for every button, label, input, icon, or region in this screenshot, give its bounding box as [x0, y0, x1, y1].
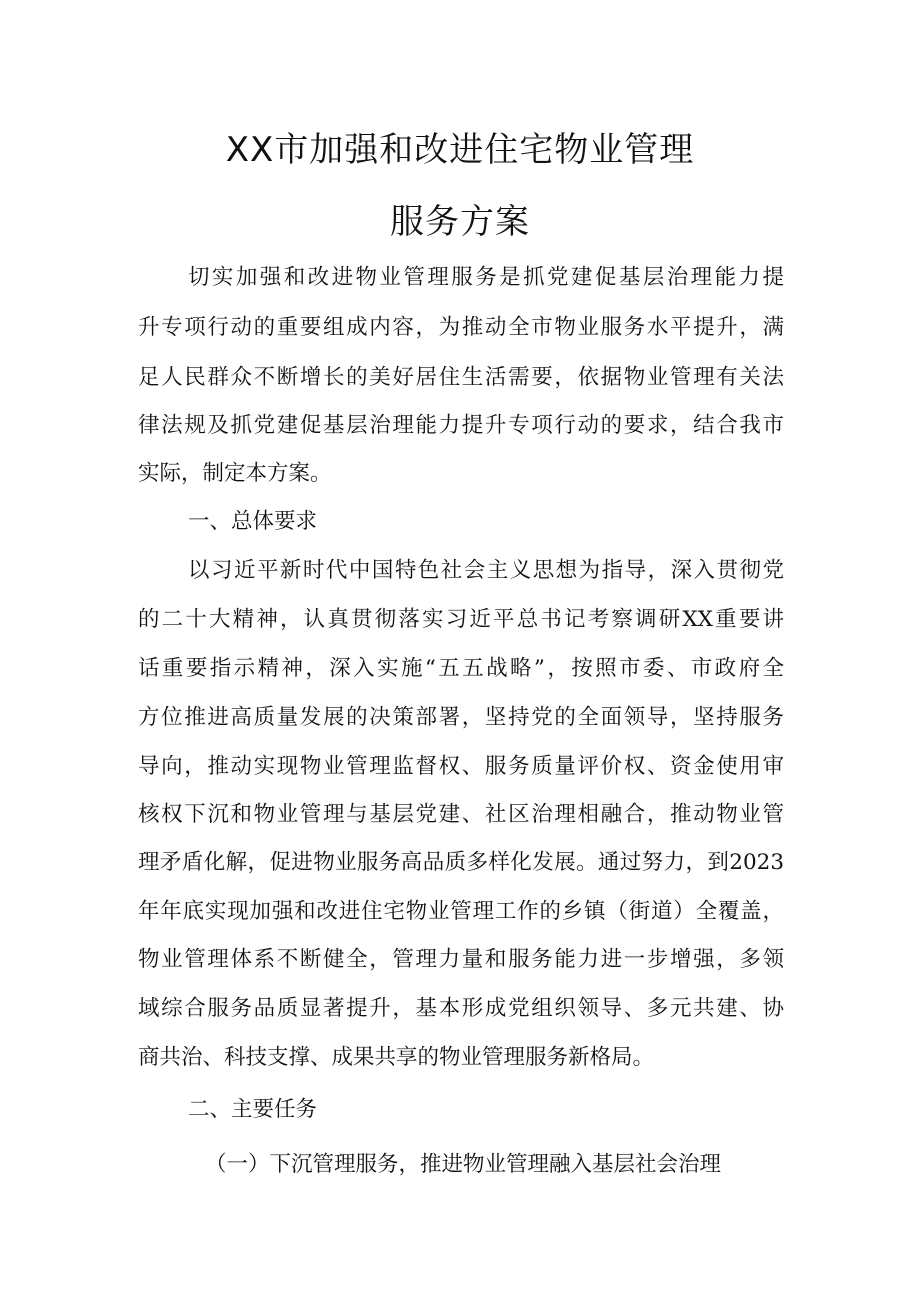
intro-line-2: 升专项行动的重要组成内容，为推动全市物业服务水平提升，满 — [138, 315, 784, 340]
section1-line-10: 域综合服务品质显著提升，基本形成党组织领导、多元共建、协 — [138, 996, 784, 1021]
intro-line-4: 律法规及抓党建促基层治理能力提升专项行动的要求，结合我市 — [138, 413, 784, 438]
section1-line-2: 的二十大精神，认真贯彻落实习近平总书记考察调研XX重要讲 — [138, 607, 784, 632]
intro-line-5: 实际，制定本方案。 — [138, 461, 332, 486]
section-heading-general-requirements: 一、总体要求 — [188, 509, 318, 534]
section1-line-9: 物业管理体系不断健全，管理力量和服务能力进一步增强，多领 — [138, 947, 784, 972]
section1-line-5: 导向，推动实现物业管理监督权、服务质量评价权、资金使用审 — [138, 754, 784, 779]
document-title-line-1: XX市加强和改进住宅物业管理 — [225, 130, 695, 170]
intro-line-1: 切实加强和改进物业管理服务是抓党建促基层治理能力提 — [188, 265, 784, 290]
section1-line-3: 话重要指示精神，深入实施“五五战略”，按照市委、市政府全 — [138, 656, 784, 681]
intro-line-3: 足人民群众不断增长的美好居住生活需要，依据物业管理有关法 — [138, 365, 784, 390]
section1-line-1: 以习近平新时代中国特色社会主义思想为指导，深入贯彻党 — [188, 558, 784, 583]
subsection-heading-1: （一）下沉管理服务，推进物业管理融入基层社会治理 — [205, 1152, 722, 1177]
section1-line-8: 年年底实现加强和改进住宅物业管理工作的乡镇（街道）全覆盖， — [138, 899, 784, 924]
section1-line-6: 核权下沉和物业管理与基层党建、社区治理相融合，推动物业管 — [138, 802, 784, 827]
section-heading-main-tasks: 二、主要任务 — [188, 1097, 318, 1122]
document-title-line-2: 服务方案 — [390, 202, 530, 242]
section1-line-11: 商共治、科技支撑、成果共享的物业管理服务新格局。 — [138, 1045, 655, 1070]
section1-line-4: 方位推进高质量发展的决策部署，坚持党的全面领导，坚持服务 — [138, 705, 784, 730]
section1-line-7: 理矛盾化解，促进物业服务高品质多样化发展。通过努力，到2023 — [138, 850, 784, 875]
